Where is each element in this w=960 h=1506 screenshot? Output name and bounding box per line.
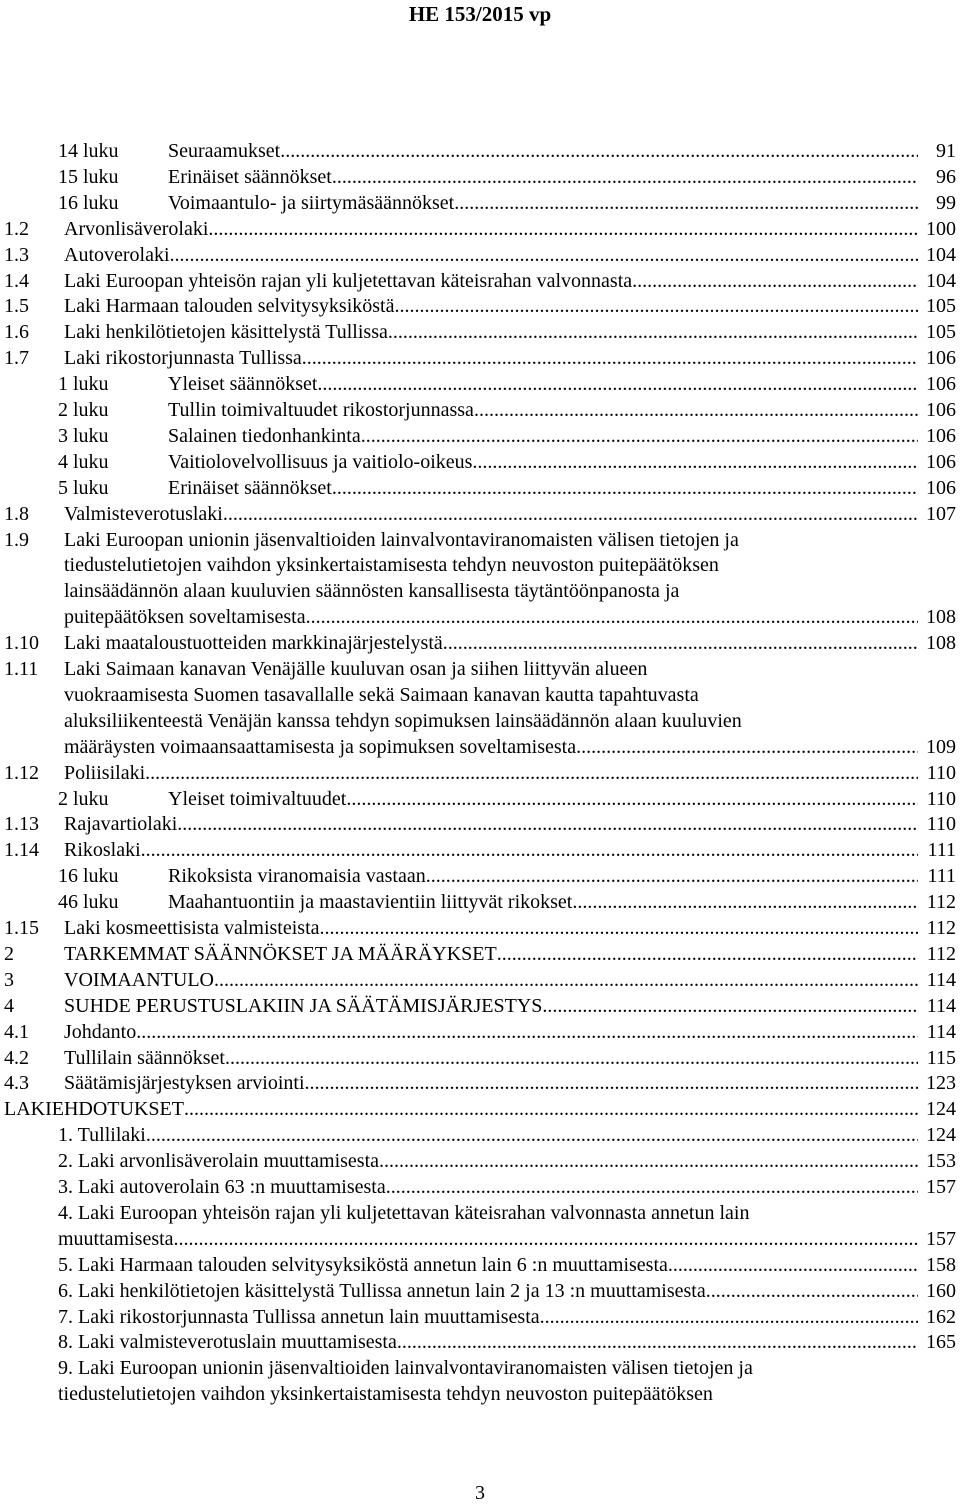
toc-entry[interactable] [0, 242, 960, 268]
toc-entry[interactable] [0, 993, 960, 1019]
dot-leader [223, 501, 918, 527]
toc-entry[interactable] [0, 837, 960, 863]
toc-entry-page: 105 [926, 295, 956, 318]
dot-leader [379, 1148, 918, 1174]
dot-leader [388, 319, 918, 345]
dot-leader [305, 1070, 919, 1096]
toc-entry[interactable] [0, 760, 960, 786]
dot-leader [443, 630, 918, 656]
toc-entry-title: VOIMAANTULO [64, 968, 214, 991]
toc-entry-number: 1.2 [4, 217, 29, 240]
toc-entry-page: 106 [926, 450, 956, 473]
toc-entry[interactable] [0, 1278, 960, 1304]
toc-entry-text-line: tiedustelutietojen vaihdon yksinkertaistamisesta tehdyn neuvoston puitepäätöksen [64, 554, 719, 577]
toc-entry-page: 112 [926, 917, 956, 939]
toc-entry[interactable] [0, 889, 960, 915]
toc-entry-page: 99 [936, 191, 956, 214]
toc-entry[interactable] [0, 786, 960, 812]
toc-entry-title: Erinäiset säännökset [168, 165, 332, 188]
dot-leader [542, 993, 918, 1019]
toc-entry[interactable] [0, 371, 960, 397]
toc-entry-title: Rikoslaki [64, 839, 141, 862]
toc-entry-text-line: vuokraamisesta Suomen tasavallalle sekä Saimaan kanavan kautta tapahtuvasta [64, 683, 699, 706]
toc-entry-page: 153 [926, 1150, 956, 1173]
toc-entry-page: 165 [926, 1331, 956, 1354]
toc-entry[interactable] [0, 941, 960, 967]
toc-entry-title: Rikoksista viranomaisia vastaan [168, 865, 426, 888]
toc-entry-title: Salainen tiedonhankinta [168, 424, 361, 447]
dot-leader [320, 915, 918, 941]
dot-leader [146, 1122, 918, 1148]
toc-entry[interactable] [0, 423, 960, 449]
toc-entry-page: 104 [926, 243, 956, 266]
toc-entry-page: 123 [926, 1072, 956, 1095]
dot-leader [497, 941, 918, 967]
toc-entry-number: 2 [4, 942, 14, 965]
toc-entry-title: Tullilain säännökset [64, 1046, 225, 1069]
dot-leader [302, 345, 918, 371]
toc-entry[interactable] [0, 811, 960, 837]
toc-entry-page: 106 [926, 373, 956, 396]
dot-leader [572, 889, 918, 915]
toc-entry-text-line: aluksiliikenteestä Venäjän kanssa tehdyn sopimuksen lainsäädännön alaan kuuluvien [64, 709, 742, 732]
toc-entry-title: Voimaantulo- ja siirtymäsäännökset [168, 191, 455, 214]
toc-entry-title: LAKIEHDOTUKSET [4, 1098, 184, 1121]
toc-entry-title: Laki rikostorjunnasta Tullissa [64, 347, 302, 370]
dot-leader [454, 190, 918, 216]
toc-entry-page: 111 [927, 865, 956, 888]
toc-entry-page: 108 [926, 632, 956, 655]
toc-entry-number: 5 luku [58, 476, 109, 499]
toc-entry-page: 110 [926, 761, 956, 784]
dot-leader [706, 1278, 918, 1304]
toc-entry-title: Laki Euroopan yhteisön rajan yli kuljetettavan käteisrahan valvonnasta [64, 269, 633, 292]
dot-leader [386, 1174, 918, 1200]
toc-entry-title: määräysten voimaansaattamisesta ja sopimuksen soveltamisesta [64, 735, 577, 758]
dot-leader [361, 423, 918, 449]
toc-entry[interactable] [0, 967, 960, 993]
toc-entry-number: 2 luku [58, 399, 109, 421]
dot-leader [208, 216, 918, 242]
toc-entry-page: 114 [926, 1020, 956, 1043]
toc-entry-title: puitepäätöksen soveltamisesta [64, 606, 306, 629]
toc-entry-number: 46 luku [58, 891, 119, 914]
dot-leader [632, 268, 918, 294]
toc-entry-number: 4 [4, 994, 14, 1017]
toc-entry-title: 7. Laki rikostorjunnasta Tullissa annetun lain muuttamisesta [58, 1305, 540, 1328]
toc-entry-title: Erinäiset säännökset [168, 476, 332, 499]
toc-entry[interactable] [0, 397, 960, 423]
toc-entry-number: 1.11 [4, 658, 39, 680]
toc-entry-page: 158 [926, 1253, 956, 1276]
toc-entry-page: 106 [926, 347, 956, 370]
toc-entry-number: 1.4 [4, 269, 29, 292]
toc-entry-title: Johdanto [64, 1020, 137, 1043]
toc-entry-number: 16 luku [58, 191, 119, 214]
toc-entry-page: 114 [926, 968, 956, 991]
toc-entry[interactable] [0, 268, 960, 294]
toc-entry-page: 112 [926, 942, 956, 965]
toc-entry-number: 1.5 [4, 295, 29, 318]
toc-entry-page: 157 [926, 1227, 956, 1250]
toc-entry-title: muuttamisesta [58, 1227, 174, 1250]
toc-entry-number: 1.8 [4, 502, 29, 525]
toc-entry-page: 106 [926, 399, 956, 421]
toc-entry[interactable] [0, 1329, 960, 1355]
toc-entry-title: Säätämisjärjestyksen arviointi [64, 1072, 305, 1095]
toc-entry-page: 100 [926, 217, 956, 240]
toc-entry[interactable] [0, 1019, 960, 1045]
dot-leader [214, 967, 918, 993]
toc-entry[interactable] [0, 164, 960, 190]
toc-entry-page: 109 [926, 735, 956, 758]
dot-leader [397, 1329, 918, 1355]
toc-entry-title: 1. Tullilaki [58, 1124, 146, 1147]
dot-leader [332, 475, 918, 501]
toc-entry-text-line: tiedustelutietojen vaihdon yksinkertaistamisesta tehdyn neuvoston puitepäätöksen [58, 1383, 713, 1406]
dot-leader [280, 138, 918, 164]
toc-entry-page: 160 [926, 1279, 956, 1302]
toc-entry-title: Laki maataloustuotteiden markkinajärjestelystä [64, 632, 443, 655]
document-header: HE 153/2015 vp [408, 2, 552, 26]
toc-entry[interactable] [0, 1252, 960, 1278]
toc-entry[interactable] [0, 1045, 960, 1071]
toc-entry-page: 106 [926, 476, 956, 499]
toc-entry-number: 14 luku [58, 140, 119, 162]
toc-entry[interactable] [0, 863, 960, 889]
dot-leader [136, 1019, 918, 1045]
dot-leader [145, 760, 918, 786]
toc-entry-title: Tullin toimivaltuudet rikostorjunnassa [168, 399, 474, 421]
toc-entry-page: 114 [926, 994, 956, 1017]
toc-entry-number: 1.15 [4, 917, 39, 939]
dot-leader [225, 1045, 918, 1071]
page-number: 3 [475, 1482, 485, 1504]
toc-entry-page: 112 [926, 891, 956, 914]
dot-leader [317, 371, 918, 397]
toc-entry-last-line [0, 1226, 960, 1252]
toc-entry[interactable] [0, 1148, 960, 1174]
toc-entry[interactable] [0, 915, 960, 941]
toc-entry-number: 1.9 [4, 528, 29, 551]
toc-entry-title: TARKEMMAT SÄÄNNÖKSET JA MÄÄRÄYKSET [64, 942, 497, 965]
dot-leader [177, 811, 918, 837]
toc-entry[interactable] [0, 345, 960, 371]
toc-entry-title: Poliisilaki [64, 761, 146, 784]
toc-entry-last-line [0, 604, 960, 630]
dot-leader [474, 397, 918, 423]
toc-entry-page: 108 [926, 606, 956, 629]
toc-entry[interactable] [0, 1304, 960, 1330]
toc-entry-title: Laki henkilötietojen käsittelystä Tullissa [64, 321, 388, 344]
toc-entry-number: 4.2 [4, 1046, 29, 1069]
dot-leader [576, 734, 918, 760]
toc-entry[interactable] [0, 501, 960, 527]
toc-entry[interactable] [0, 190, 960, 216]
toc-entry-text-line: 9. Laki Euroopan unionin jäsenvaltioiden lainvalvontaviranomaisten välisen tietojen ja [58, 1357, 753, 1380]
toc-entry-number: 4.3 [4, 1072, 29, 1095]
dot-leader [141, 837, 918, 863]
toc-entry[interactable] [0, 293, 960, 319]
toc-entry-title: Vaitiolovelvollisuus ja vaitiolo-oikeus [168, 450, 473, 473]
toc-entry-number: 15 luku [58, 165, 119, 188]
toc-entry[interactable] [0, 1070, 960, 1096]
toc-entry[interactable] [0, 1174, 960, 1200]
toc-entry-page: 124 [926, 1124, 956, 1147]
toc-entry-title: 8. Laki valmisteverotuslain muuttamisesta [58, 1331, 397, 1354]
dot-leader [472, 449, 918, 475]
toc-entry-title: Valmisteverotuslaki [64, 502, 223, 525]
toc-entry-number: 1.12 [4, 761, 39, 784]
toc-entry-number: 3 luku [58, 424, 109, 447]
toc-entry-text-line: lainsäädännön alaan kuuluvien säännösten kansallisesta täytäntöönpanosta ja [64, 580, 680, 603]
toc-entry-page: 110 [926, 787, 956, 810]
toc-entry-number: 1 luku [58, 373, 109, 396]
toc-entry-number: 1.14 [4, 839, 39, 862]
toc-entry-page: 115 [926, 1046, 956, 1069]
toc-entry-page: 96 [936, 165, 956, 188]
dot-leader [346, 786, 918, 812]
toc-entry-title: Laki Harmaan talouden selvitysyksiköstä [64, 295, 395, 318]
toc-entry-text-line: Laki Euroopan unionin jäsenvaltioiden lainvalvontaviranomaisten välisen tietojen ja [64, 528, 739, 551]
toc-entry-page: 111 [927, 839, 956, 862]
toc-entry-title: Maahantuontiin ja maastavientiin liittyvät rikokset [168, 891, 573, 914]
toc-entry-title: Laki kosmeettisista valmisteista [64, 917, 320, 939]
dot-leader [394, 293, 918, 319]
dot-leader [170, 242, 918, 268]
toc-entry-page: 124 [926, 1098, 956, 1121]
toc-entry-page: 110 [926, 813, 956, 836]
toc-entry-page: 162 [926, 1305, 956, 1328]
toc-entry[interactable] [0, 319, 960, 345]
toc-entry-page: 91 [936, 140, 956, 162]
toc-entry[interactable] [0, 449, 960, 475]
toc-entry-number: 3 [4, 968, 14, 991]
toc-entry-title: Yleiset säännökset [168, 373, 318, 396]
dot-leader [426, 863, 918, 889]
toc-entry-number: 16 luku [58, 865, 119, 888]
toc-entry-number: 4.1 [4, 1020, 29, 1043]
toc-entry-number: 1.10 [4, 632, 39, 655]
toc-entry-text-line: 4. Laki Euroopan yhteisön rajan yli kuljetettavan käteisrahan valvonnasta annetun lain [58, 1201, 750, 1224]
toc-entry-title: 6. Laki henkilötietojen käsittelystä Tullissa annetun lain 2 ja 13 :n muuttamisesta [58, 1279, 706, 1302]
toc-entry-page: 104 [926, 269, 956, 292]
toc-entry-page: 106 [926, 424, 956, 447]
toc-entry-title: 5. Laki Harmaan talouden selvitysyksiköstä annetun lain 6 :n muuttamisesta [58, 1253, 668, 1276]
toc-entry-title: Rajavartiolaki [64, 813, 178, 836]
toc-entry-title: Seuraamukset [168, 140, 281, 162]
toc-entry[interactable] [0, 138, 960, 164]
dot-leader [174, 1226, 918, 1252]
toc-entry[interactable] [0, 216, 960, 242]
dot-leader [184, 1096, 918, 1122]
toc-entry[interactable] [0, 630, 960, 656]
toc-entry-title: Yleiset toimivaltuudet [168, 787, 347, 810]
dot-leader [540, 1304, 918, 1330]
toc-entry-number: 1.13 [4, 813, 39, 836]
dot-leader [668, 1252, 918, 1278]
toc-entry-page: 157 [926, 1176, 956, 1198]
toc-entry-number: 1.3 [4, 243, 29, 266]
toc-entry-title: 3. Laki autoverolain 63 :n muuttamisesta [58, 1176, 386, 1198]
toc-entry-title: SUHDE PERUSTUSLAKIIN JA SÄÄTÄMISJÄRJESTYS [64, 994, 543, 1017]
toc-entry-title: 2. Laki arvonlisäverolain muuttamisesta [58, 1150, 380, 1173]
toc-entry-number: 1.6 [4, 321, 29, 344]
toc-entry-number: 4 luku [58, 450, 109, 473]
toc-entry-page: 105 [926, 321, 956, 344]
toc-entry-title: Arvonlisäverolaki [64, 217, 209, 240]
toc-entry[interactable] [0, 1122, 960, 1148]
dot-leader [332, 164, 918, 190]
toc-entry-title: Autoverolaki [64, 243, 170, 266]
toc-entry[interactable] [0, 1096, 960, 1122]
toc-entry-page: 107 [926, 502, 956, 525]
toc-entry[interactable] [0, 475, 960, 501]
toc-entry-text-line: Laki Saimaan kanavan Venäjälle kuuluvan osan ja siihen liittyvän alueen [64, 658, 648, 680]
dot-leader [306, 604, 918, 630]
toc-entry-number: 1.7 [4, 347, 29, 370]
toc-entry-last-line [0, 734, 960, 760]
toc-entry-number: 2 luku [58, 787, 109, 810]
